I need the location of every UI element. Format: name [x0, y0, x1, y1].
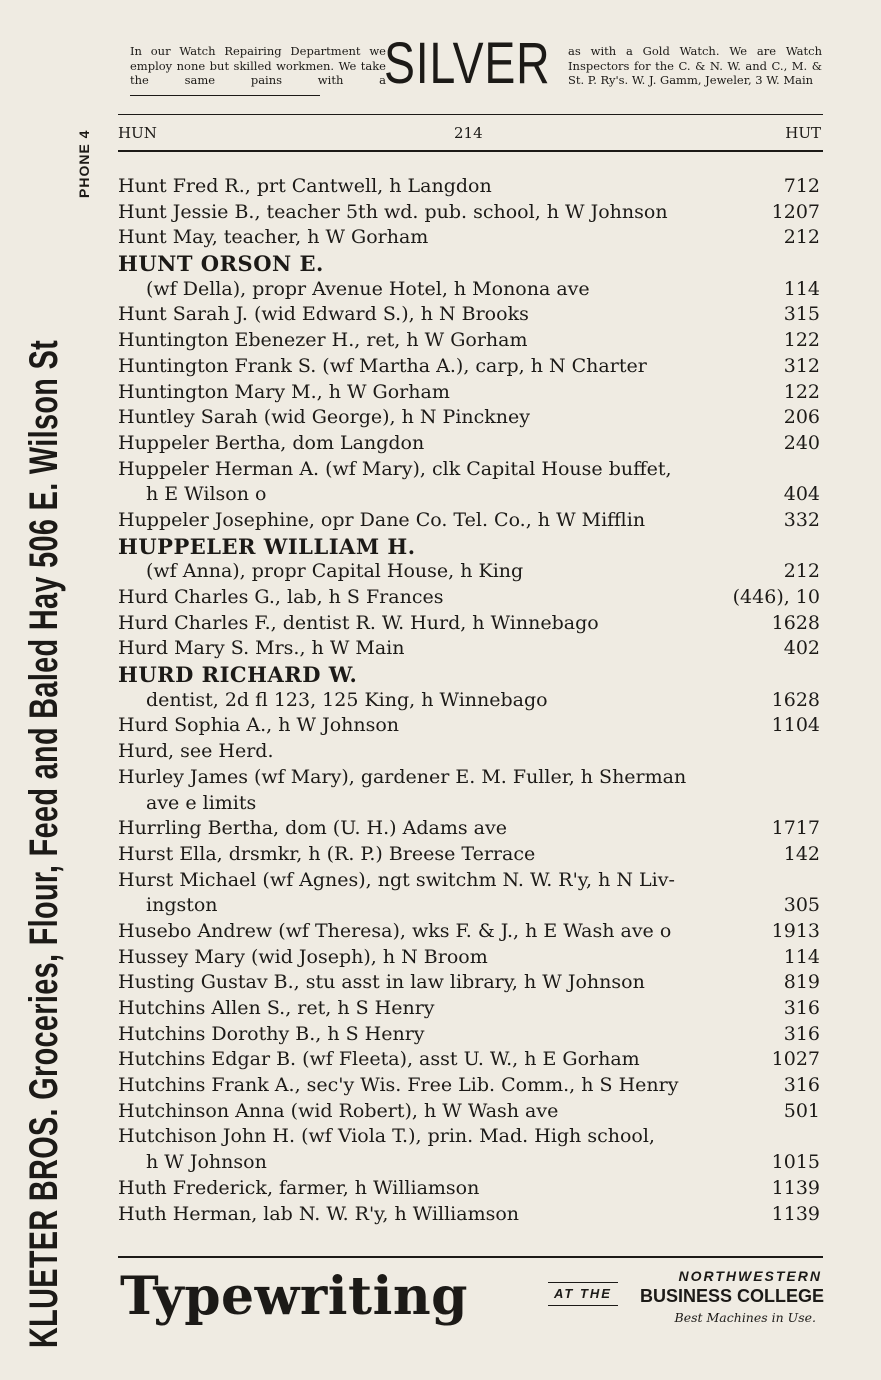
directory-entry — [118, 816, 820, 842]
entry-number: 212 — [783, 560, 820, 583]
entry-number: 316 — [783, 997, 820, 1019]
entry-number: 1139 — [771, 1176, 820, 1199]
entry-text: Huppeler Herman A. (wf Mary), clk Capital House buffet, — [118, 457, 672, 480]
entry-text: Hunt Sarah J. (wid Edward S.), h N Brooks — [118, 303, 529, 326]
directory-entry — [118, 842, 820, 868]
entry-text: Hutchinson Anna (wid Robert), h W Wash ave — [118, 1099, 559, 1122]
entry-number: 332 — [783, 508, 820, 531]
directory-entry — [118, 1073, 820, 1099]
page-number: 214 — [454, 124, 483, 142]
directory-entry — [118, 970, 820, 996]
entry-text: Husting Gustav B., stu asst in law library, h W Johnson — [118, 971, 645, 994]
directory-entry — [118, 996, 820, 1022]
side-ad-text: KLUETER BROS. Groceries, Flour, Feed and Baled Hay 506 E. Wilson St — [22, 339, 66, 1348]
entry-number: 404 — [783, 483, 820, 506]
footer-rule — [118, 1256, 823, 1258]
directory-entry — [118, 611, 820, 637]
header-rule — [118, 114, 823, 115]
entry-number: (446), 10 — [732, 586, 820, 608]
directory-entry — [118, 380, 820, 406]
entry-number: 114 — [783, 945, 820, 968]
entry-number: 1628 — [771, 611, 820, 634]
entry-number: 316 — [783, 1074, 820, 1097]
entry-text: dentist, 2d fl 123, 125 King, h Winnebago — [146, 688, 548, 711]
top-advertisement — [118, 31, 823, 110]
entry-text: Huth Herman, lab N. W. R'y, h Williamson — [118, 1202, 520, 1225]
directory-entry — [118, 174, 820, 200]
entry-number: 1628 — [771, 688, 820, 711]
entry-number: 240 — [783, 431, 820, 454]
entry-number: 114 — [783, 277, 820, 300]
running-head-rule — [118, 150, 823, 152]
entry-number: 712 — [783, 175, 820, 197]
footer-ad-at-the: AT THE — [548, 1282, 618, 1306]
entry-number: 402 — [783, 637, 820, 660]
entry-text: h W Johnson — [146, 1151, 267, 1174]
footer-ad-business-college: BUSINESS COLLEGE — [639, 1286, 824, 1306]
entry-text: Hurd Mary S. Mrs., h W Main — [118, 637, 405, 660]
entry-number: 1027 — [771, 1048, 820, 1071]
entry-text: Hunt May, teacher, h W Gorham — [118, 226, 429, 249]
directory-entry — [118, 688, 820, 714]
directory-entry — [118, 1124, 820, 1150]
entry-text: Hutchins Allen S., ret, h S Henry — [118, 997, 435, 1019]
entry-text: (wf Anna), propr Capital House, h King — [146, 560, 524, 583]
entry-number: 1015 — [771, 1151, 820, 1174]
entry-number: 122 — [783, 329, 820, 352]
directory-entry — [118, 508, 820, 534]
entry-number: 212 — [783, 226, 820, 249]
directory-entry — [118, 1176, 820, 1202]
entry-number: 206 — [783, 406, 820, 429]
entry-text: Hutchins Frank A., sec'y Wis. Free Lib. Comm., h S Henry — [118, 1074, 679, 1097]
directory-entry — [118, 791, 820, 817]
directory-entry — [118, 713, 820, 739]
entry-text: Husebo Andrew (wf Theresa), wks F. & J., h E Wash ave o — [118, 919, 672, 942]
footer-ad-tagline: Best Machines in Use. — [674, 1310, 816, 1325]
directory-entry — [118, 328, 820, 354]
entry-number: 1104 — [771, 714, 820, 737]
directory-entry — [118, 945, 820, 971]
top-ad-right-text: as with a Gold Watch. We are Watch Inspectors for the C. & N. W. and C., M. & St. P. Ry's. W. J. Gamm, Jeweler, 3 W. Main — [568, 44, 822, 87]
entry-text: Hutchins Dorothy B., h S Henry — [118, 1022, 425, 1045]
entry-number: 1139 — [771, 1202, 820, 1225]
entry-number: 1913 — [771, 919, 820, 942]
ad-rule — [130, 95, 320, 96]
entry-text: Hurst Ella, drsmkr, h (R. P.) Breese Terrace — [118, 842, 536, 865]
entry-number: 305 — [783, 894, 820, 917]
entry-text: Hunt Fred R., prt Cantwell, h Langdon — [118, 175, 492, 197]
directory-entry — [118, 559, 820, 585]
entry-number: 122 — [783, 380, 820, 403]
entry-text: Huppeler Bertha, dom Langdon — [118, 431, 425, 454]
entry-number: 1717 — [771, 817, 820, 840]
entry-number: 312 — [783, 354, 820, 377]
entry-text: HURD RICHARD W. — [118, 662, 358, 688]
entry-number: 316 — [783, 1022, 820, 1045]
directory-entry — [118, 585, 820, 611]
directory-entry — [118, 277, 820, 303]
entry-text: (wf Della), propr Avenue Hotel, h Monona ave — [146, 277, 590, 300]
entry-text: Hunt Jessie B., teacher 5th wd. pub. school, h W Johnson — [118, 200, 668, 223]
entry-text: HUPPELER WILLIAM H. — [118, 533, 416, 559]
top-ad-silver-word: SILVER — [384, 31, 551, 96]
running-head-right: HUT — [785, 124, 821, 142]
directory-entry — [118, 739, 820, 765]
entry-text: Hurd Sophia A., h W Johnson — [118, 714, 400, 737]
directory-entry — [118, 431, 820, 457]
top-ad-left-text: In our Watch Repairing Department we employ none but skilled workmen. We take the same pains with a — [130, 44, 386, 102]
entry-number: 501 — [783, 1099, 820, 1122]
entry-heading — [118, 251, 820, 277]
directory-entry — [118, 1202, 820, 1228]
directory-entry — [118, 354, 820, 380]
directory-entry — [118, 1047, 820, 1073]
entry-number: 1207 — [771, 200, 820, 223]
running-head-left: HUN — [118, 124, 157, 142]
directory-entry — [118, 457, 820, 483]
directory-entries — [118, 174, 820, 1227]
entry-text: Hurst Michael (wf Agnes), ngt switchm N. W. R'y, h N Liv- — [118, 868, 675, 891]
entry-text: HUNT ORSON E. — [118, 251, 324, 277]
entry-text: Hussey Mary (wid Joseph), h N Broom — [118, 945, 488, 968]
footer-ad-headline: Typewriting — [120, 1266, 468, 1327]
directory-entry — [118, 302, 820, 328]
directory-entry — [118, 1150, 820, 1176]
entry-text: Huntley Sarah (wid George), h N Pinckney — [118, 406, 531, 429]
directory-entry — [118, 482, 820, 508]
entry-number: 142 — [783, 842, 820, 865]
entry-text: Huntington Mary M., h W Gorham — [118, 380, 450, 403]
directory-entry — [118, 1022, 820, 1048]
footer-ad-northwestern: NORTHWESTERN — [678, 1268, 822, 1284]
entry-text: Hurley James (wf Mary), gardener E. M. Fuller, h Sherman — [118, 765, 687, 788]
side-advertisement — [20, 48, 92, 1348]
entry-heading — [118, 662, 820, 688]
entry-heading — [118, 534, 820, 560]
entry-text: h E Wilson o — [146, 483, 267, 506]
entry-text: Huppeler Josephine, opr Dane Co. Tel. Co., h W Mifflin — [118, 508, 646, 531]
entry-text: Hurrling Bertha, dom (U. H.) Adams ave — [118, 817, 507, 840]
entry-text: ave e limits — [146, 791, 257, 814]
directory-entry — [118, 636, 820, 662]
directory-entry — [118, 893, 820, 919]
running-head — [118, 124, 821, 144]
directory-entry — [118, 405, 820, 431]
entry-text: ingston — [146, 894, 218, 917]
entry-text: Hurd Charles G., lab, h S Frances — [118, 586, 444, 608]
entry-text: Hutchins Edgar B. (wf Fleeta), asst U. W., h E Gorham — [118, 1048, 640, 1071]
side-ad-phone: PHONE 4 — [76, 129, 92, 198]
directory-entry — [118, 1099, 820, 1125]
entry-text: Hurd Charles F., dentist R. W. Hurd, h Winnebago — [118, 611, 599, 634]
directory-entry — [118, 765, 820, 791]
directory-entry — [118, 919, 820, 945]
entry-text: Hutchison John H. (wf Viola T.), prin. Mad. High school, — [118, 1125, 655, 1148]
entry-number: 315 — [783, 303, 820, 326]
entry-text: Huntington Ebenezer H., ret, h W Gorham — [118, 329, 528, 352]
directory-entry — [118, 200, 820, 226]
entry-text: Huntington Frank S. (wf Martha A.), carp, h N Charter — [118, 354, 647, 377]
directory-entry — [118, 225, 820, 251]
entry-text: Hurd, see Herd. — [118, 740, 274, 763]
entry-number: 819 — [783, 971, 820, 994]
entry-text: Huth Frederick, farmer, h Williamson — [118, 1176, 480, 1199]
directory-entry — [118, 868, 820, 894]
